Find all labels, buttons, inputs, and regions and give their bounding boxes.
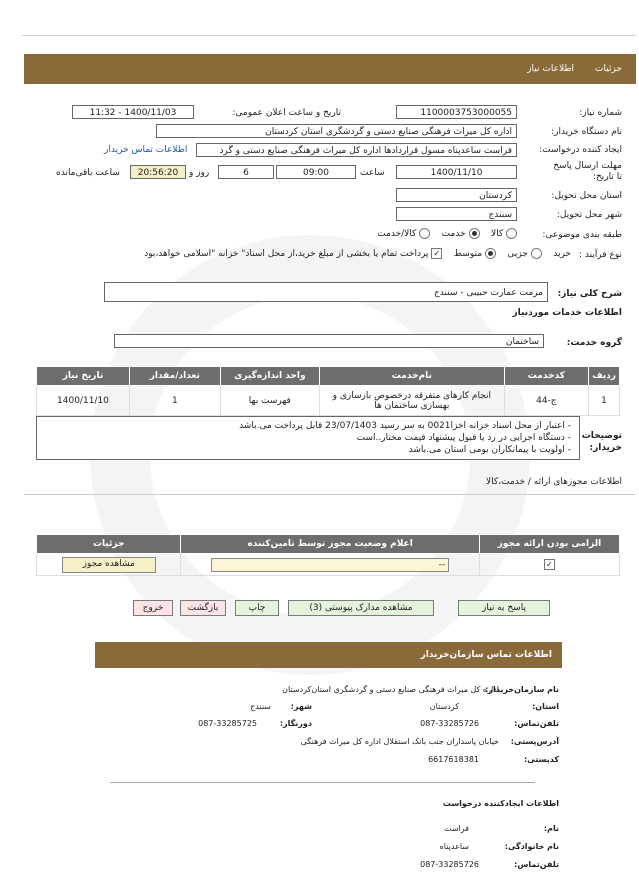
category-label: طبقه بندی موضوعی: [542, 230, 622, 240]
cell-name: انجام کارهای متفرقه درخصوص بازسازی و بهسازی ساختمان ها [319, 386, 504, 416]
exit-button[interactable]: خروج [133, 600, 173, 616]
note-line-3: - اولویت با پیمانکاران بومی استان می.باشد [408, 445, 571, 455]
cell-date: 1400/11/10 [37, 386, 130, 416]
contact-phone-label: تلفن‌تماس: [514, 719, 559, 728]
contact-org: اداره کل میراث فرهنگی صنایع دستی و گردشگری استان‌کردستان [282, 685, 499, 694]
required-checkbox[interactable]: ✓ [544, 559, 555, 570]
creator-phone-label: تلفن‌تماس: [514, 860, 559, 869]
city-label: شهر محل تحویل: [556, 210, 622, 220]
col-date: تاریخ نیاز [37, 367, 130, 386]
services-table [36, 366, 620, 416]
contact-fax-label: دورنگار: [279, 719, 312, 728]
reply-button[interactable]: پاسخ به نیاز [458, 600, 550, 616]
days-field[interactable]: 6 [218, 165, 274, 179]
contact-city: سنندج [250, 702, 271, 711]
contact-postal: 6617618381 [428, 755, 479, 764]
col-unit: واحد اندازه‌گیری [220, 367, 319, 386]
contact-postal-label: کدپستی: [524, 755, 559, 764]
contact-phone: 087-33285726 [420, 719, 479, 728]
contact-address-label: آدرس‌پستی: [510, 737, 559, 746]
permits-title: اطلاعات مجوزهای ارائه / خدمت،کالا [486, 477, 622, 487]
back-button[interactable]: بازگشت [180, 600, 226, 616]
cell-unit: فهرست بها [220, 386, 319, 416]
cell-code: ج-44 [504, 386, 588, 416]
announce-field[interactable]: 1400/11/03 - 11:32 [72, 105, 194, 119]
need-number-field[interactable]: 1100003753000055 [396, 105, 517, 119]
col-code: کدخدمت [504, 367, 588, 386]
remaining-label: ساعت باقی‌مانده [56, 168, 120, 178]
table-row [37, 386, 620, 416]
creator-field[interactable]: فراست ساعدپناه مسول قراردادها اداره کل میراث فرهنگی صنایع دستی و گرد [196, 143, 517, 157]
radio-service-label: خدمت [441, 229, 466, 239]
contact-province: کردستان [429, 702, 459, 711]
creator-name-label: نام: [543, 824, 559, 833]
contact-divider [110, 782, 535, 783]
payment-checkbox[interactable]: ✓ [431, 248, 442, 259]
summary-label: شرح کلی نیاز: [557, 289, 622, 299]
radio-minor[interactable] [531, 248, 542, 259]
view-permit-button[interactable]: مشاهده مجوز [62, 557, 156, 573]
creator-label: ایجاد کننده درخواست: [539, 145, 622, 155]
contact-title: اطلاعات تماس سازمان‌خریدار [420, 650, 552, 660]
services-title: اطلاعات خدمات مورد‌نیاز [512, 308, 622, 318]
print-button[interactable]: چاپ [235, 600, 279, 616]
permits-divider [24, 494, 636, 495]
contact-org-label: نام سازمان‌خریدار: [485, 685, 559, 694]
payment-note: پرداخت تمام یا بخشی از مبلغ خرید،از محل اسناد" خزانه "اسلامی خواهد،بود [144, 249, 429, 259]
creator-family: ساعدپناه [439, 842, 469, 851]
cell-details [37, 554, 181, 576]
cell-row: 1 [589, 386, 620, 416]
days-label: روز و [189, 168, 210, 178]
time-label: ساعت [360, 168, 385, 178]
category-options [377, 228, 517, 239]
deadline-time-field[interactable]: 09:00 [276, 165, 356, 179]
process-label: نوع فرآیند : [579, 250, 622, 260]
breadcrumb-current: اطلاعات نیاز [527, 64, 574, 74]
group-label: گروه خدمت: [566, 338, 622, 348]
province-label: استان محل تحویل: [551, 191, 622, 201]
creator-family-label: نام خانوادگی: [504, 842, 559, 851]
radio-goods[interactable] [506, 228, 517, 239]
notes-box [36, 416, 580, 460]
table-row [37, 554, 620, 576]
note-line-2: - دستگاه اجرایی در رد یا قبول پیشنهاد قیمت مختار..است [356, 433, 571, 443]
proc-minor-label: جزیی [507, 249, 528, 259]
col-name: نام‌خدمت [319, 367, 504, 386]
province-field[interactable]: کردستان [396, 188, 517, 202]
radio-service[interactable] [469, 228, 480, 239]
permit-status-field[interactable]: -- [211, 558, 449, 572]
deadline-label: مهلت ارسال پاسخ تا تاریخ: [553, 161, 622, 182]
summary-field[interactable]: مرمت عمارت حبیبی - سنندج [104, 282, 548, 302]
contact-province-label: استان: [532, 702, 559, 711]
group-field[interactable]: ساختمان [114, 334, 544, 348]
contact-header [95, 642, 562, 668]
contact-fax: 087-33285725 [198, 719, 257, 728]
creator-info-title: اطلاعات ایجادکننده درخواست [442, 799, 559, 808]
breadcrumb [24, 54, 636, 84]
process-options [144, 248, 571, 259]
permits-table [36, 534, 620, 576]
cell-status [181, 554, 479, 576]
city-field[interactable]: سنندج [396, 207, 517, 221]
col-row: ردیف [589, 367, 620, 386]
buyer-contact-link[interactable]: اطلاعات تماس خریدار [104, 145, 188, 155]
proc-medium-label: متوسط [453, 249, 483, 259]
breadcrumb-home[interactable]: جزئیات [595, 64, 622, 74]
col-status: اعلام وضعیت مجوز توسط تامین‌کننده [181, 535, 479, 554]
announce-label: تاریخ و ساعت اعلان عمومی: [232, 108, 341, 118]
cell-required [479, 554, 619, 576]
radio-medium[interactable] [485, 248, 496, 259]
cell-qty: 1 [129, 386, 220, 416]
contact-address: خیابان پاسداران جنب بانک استقلال اداره کل میراث فرهنگی [300, 737, 499, 746]
top-divider [22, 35, 636, 36]
contact-city-label: شهر: [290, 702, 312, 711]
radio-goods-service-label: کالا/خدمت [377, 229, 417, 239]
deadline-date-field[interactable]: 1400/11/10 [396, 165, 517, 179]
radio-goods-service[interactable] [419, 228, 430, 239]
col-qty: تعداد/مقدار [129, 367, 220, 386]
remaining-field[interactable]: 20:56:20 [130, 165, 186, 179]
radio-goods-label: کالا [490, 229, 504, 239]
buyer-field[interactable]: اداره کل میراث فرهنگی صنایع دستی و گردشگری استان کردستان [156, 124, 517, 138]
notes-label: توضیحات خریدار: [581, 431, 622, 453]
creator-name: فراست [443, 824, 469, 833]
col-required: الزامی بودن ارائه مجوز [479, 535, 619, 554]
need-number-label: شماره نیاز: [579, 108, 622, 118]
proc-buy-label: خرید [553, 249, 571, 259]
attachments-button[interactable]: مشاهده مدارک پیوستی (3) [288, 600, 434, 616]
note-line-1: - اعتبار از محل اسناد خزانه اخزا0021 به سر رسید 23/07/1403 قابل پرداخت می.باشد [239, 421, 571, 431]
creator-phone: 087-33285726 [420, 860, 479, 869]
buyer-label: نام دستگاه خریدار: [551, 127, 622, 137]
col-details: جزئیات [37, 535, 181, 554]
